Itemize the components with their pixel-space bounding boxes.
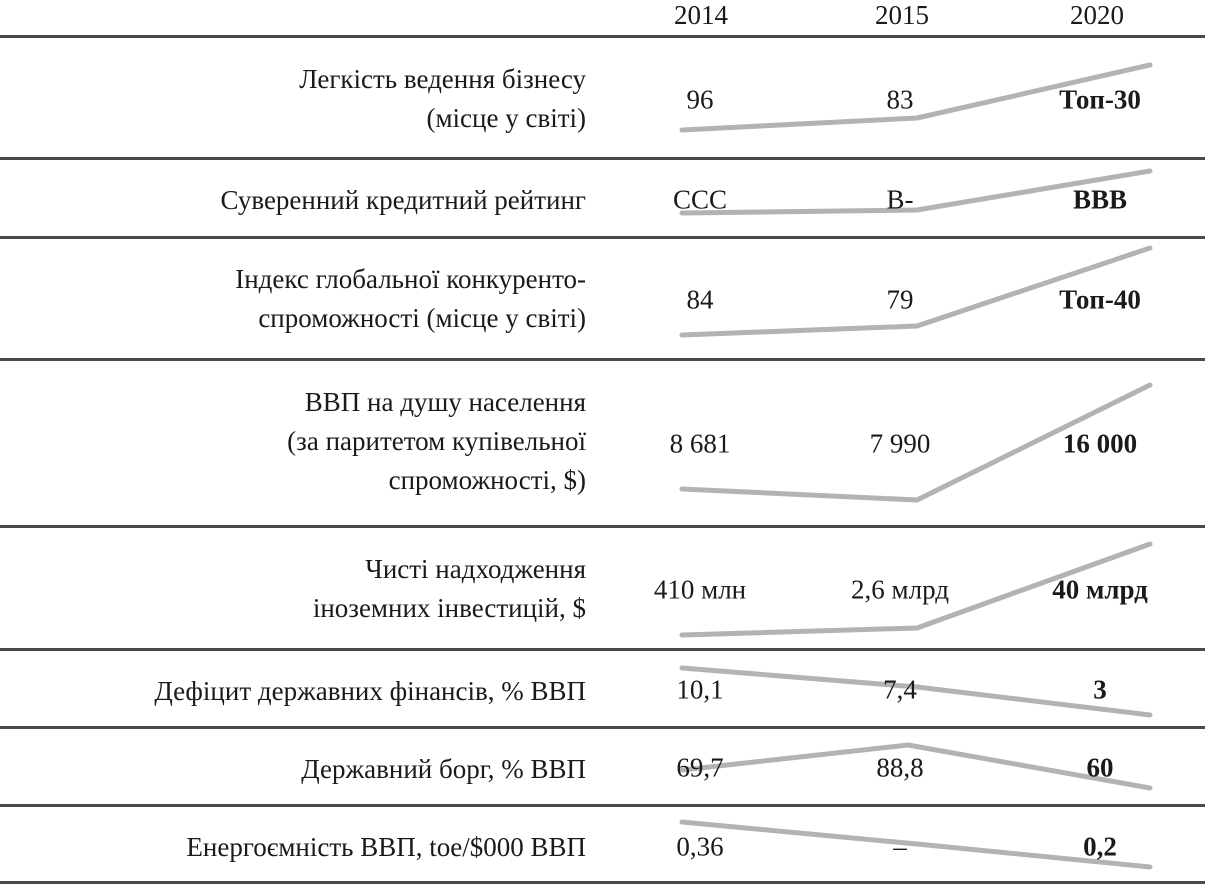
row-label: Енергоємність ВВП, toe/$000 ВВП <box>186 832 586 862</box>
value-2020: BBB <box>1072 184 1128 215</box>
row-label: Державний борг, % ВВП <box>301 754 586 784</box>
value-2015: 7 990 <box>869 428 931 459</box>
value-2020: 0,2 <box>1083 831 1117 862</box>
table-rule <box>0 157 1205 160</box>
value-2020: Топ-40 <box>1059 284 1141 315</box>
value-2014: 0,36 <box>676 831 724 862</box>
table-rule <box>0 35 1205 38</box>
row-label: Чисті надходження іноземних інвестицій, $ <box>312 554 586 623</box>
value-2014: 69,7 <box>676 752 724 783</box>
value-2015: 79 <box>886 284 914 315</box>
year-header-2014: 2014 <box>674 0 728 30</box>
row-label: Легкість ведення бізнесу (місце у світі) <box>299 64 586 133</box>
value-2014: 410 млн <box>653 574 747 605</box>
value-2015: 2,6 млрд <box>851 574 949 605</box>
value-2014: 84 <box>686 284 714 315</box>
value-2020: 40 млрд <box>1052 574 1148 605</box>
value-2020: 16 000 <box>1062 428 1138 459</box>
table-rule <box>0 881 1205 884</box>
table-rule <box>0 358 1205 361</box>
value-2015: 88,8 <box>876 752 924 783</box>
value-2020: 3 <box>1093 674 1107 705</box>
row-label: Дефіцит державних фінансів, % ВВП <box>154 676 586 706</box>
value-2014: CCC <box>672 184 728 215</box>
value-2014: 8 681 <box>669 428 731 459</box>
value-2015: B- <box>886 184 914 215</box>
row-label: Суверенний кредитний рейтинг <box>220 185 586 215</box>
value-2014: 10,1 <box>676 674 724 705</box>
table-rule <box>0 804 1205 807</box>
row-label: Індекс глобальної конкуренто- спроможності (місце у світі) <box>235 264 586 333</box>
value-2015: 83 <box>886 84 914 115</box>
value-2015: – <box>893 831 907 862</box>
value-2014: 96 <box>686 84 714 115</box>
table-rule <box>0 236 1205 239</box>
year-header-2015: 2015 <box>875 0 929 30</box>
table-rule <box>0 648 1205 651</box>
year-header-2020: 2020 <box>1070 0 1124 30</box>
row-label: ВВП на душу населення (за паритетом купівельної спроможності, $) <box>287 387 586 495</box>
value-2020: 60 <box>1086 752 1114 783</box>
table-rule <box>0 525 1205 528</box>
value-2015: 7,4 <box>883 674 917 705</box>
value-2020: Топ-30 <box>1059 84 1141 115</box>
table-rule <box>0 726 1205 729</box>
